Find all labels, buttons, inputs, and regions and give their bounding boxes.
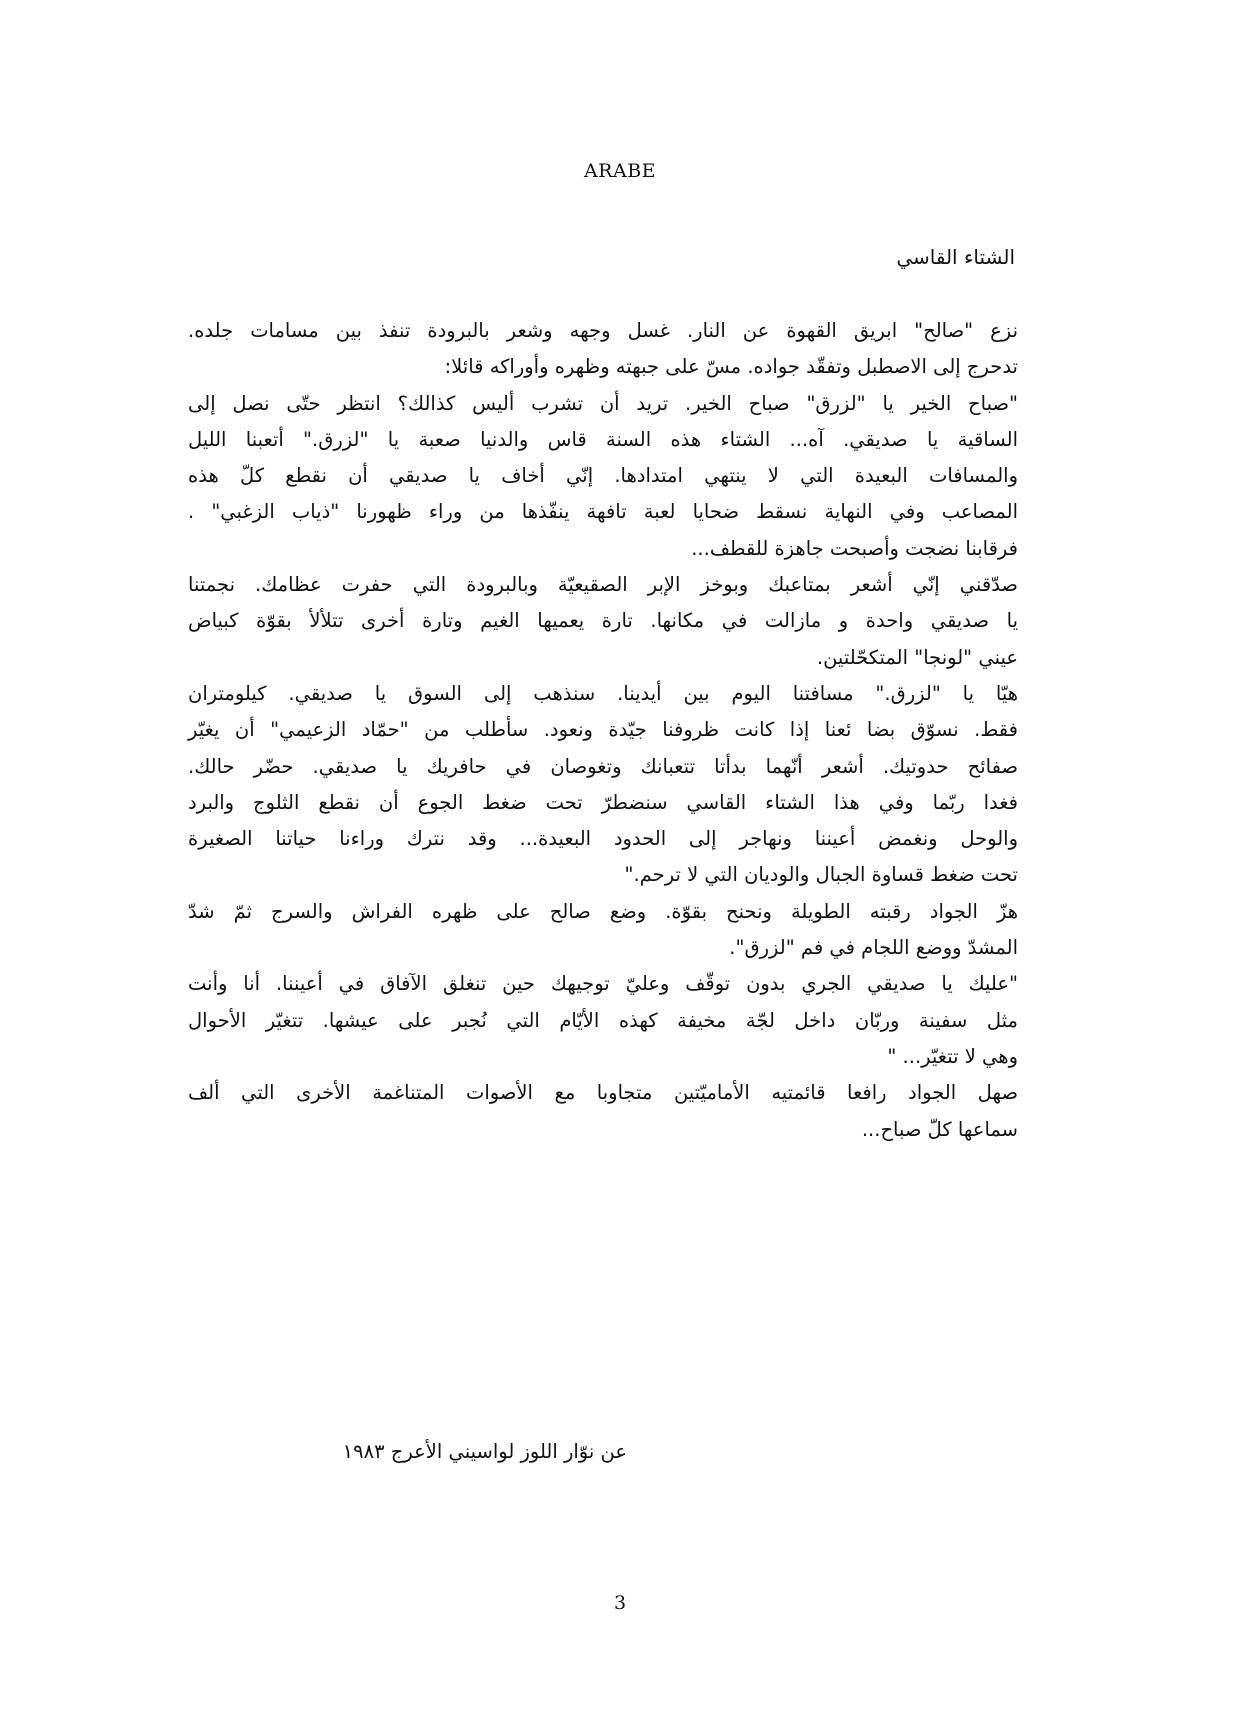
text-line: وهي لا تتغيّر... " — [887, 1044, 1018, 1068]
text-line: "صباح الخير يا "لزرق" صباح الخير. تريد أن تشرب أليس كذالك؟ انتظر حتّى نصل إلى — [188, 391, 1018, 415]
text-line: صهل الجواد رافعا قائمتيه الأماميّتين متجاوبا مع الأصوات المتناغمة الأخرى التي ألف — [188, 1081, 1018, 1105]
text-line: فرقابنا نضجت وأصبحت جاهزة للقطف... — [691, 536, 1018, 560]
text-line: والوحل ونغمض أعيننا ونهاجر إلى الحدود البعيدة... وقد نترك وراءنا حياتنا الصغيرة — [188, 827, 1018, 851]
story-body — [188, 313, 1018, 1148]
story-title: الشتاء القاسي — [896, 245, 1015, 269]
text-line: صفائح حدوتيك. أشعر أنّهما بدأتا تتعبانك وتغوصان في حافريك يا صديقي. حضّر حالك. — [188, 754, 1018, 778]
text-line: يا صديقي واحدة و مازالت في مكانها. تارة يعميها الغيم وتارة أخرى تتلألأ بقوّة كبياض — [188, 609, 1018, 633]
running-header: ARABE — [583, 160, 657, 182]
text-line: تدحرج إلى الاصطبل وتفقّد جواده. مسّ على جبهته وظهره وأوراكه قائلا: — [444, 355, 1018, 379]
text-line: هزّ الجواد رقبته الطويلة ونحنح بقوّة. وضع صالح على ظهره الفراش والسرج ثمّ شدّ — [188, 899, 1018, 923]
text-line: سماعها كلّ صباح... — [861, 1117, 1018, 1141]
page-number: 3 — [613, 1592, 627, 1614]
text-line: والمسافات البعيدة التي لا ينتهي امتدادها. إنّي أخاف يا صديقي أن نقطع كلّ هذه — [188, 464, 1018, 488]
text-line: "عليك يا صديقي الجري بدون توقّف وعليّ توجيهك حين تنغلق الآفاق في أعيننا. أنا وأنت — [188, 972, 1018, 996]
source-citation: عن نوّار اللوز لواسيني الأعرج ١٩٨٣ — [342, 1440, 627, 1463]
text-line: صدّقني إنّي أشعر بمتاعبك وبوخز الإبر الصقيعيّة وبالبرودة التي حفرت عظامك. نجمتنا — [188, 573, 1018, 597]
text-line: مثل سفينة وربّان داخل لجّة مخيفة كهذه الأيّام التي نُجبر على عيشها. تتغيّر الأحوال — [188, 1008, 1018, 1032]
text-line: هيّا يا "لزرق." مسافتنا اليوم بين أيدينا. سنذهب إلى السوق يا صديقي. كيلومتران — [188, 681, 1018, 705]
text-line: عيني "لونجا" المتكحّلتين. — [816, 645, 1018, 669]
text-line: المصاعب وفي النهاية نسقط ضحايا لعبة تافهة ينفّذها من وراء ظهورنا "ذياب الزغبي" . — [188, 500, 1018, 524]
text-line: تحت ضغط قساوة الجبال والوديان التي لا ترحم." — [624, 863, 1018, 887]
text-line: الساقية يا صديقي. آه... الشتاء هذه السنة قاس والدنيا صعبة يا "لزرق." أتعبنا الليل — [188, 427, 1018, 451]
text-line: فقط. نسوّق بضا ئعنا إذا كانت ظروفنا جيّدة ونعود. سأطلب من "حمّاد الزعيمي" أن يغيّر — [188, 718, 1018, 742]
text-line: فغدا ربّما وفي هذا الشتاء القاسي سنضطرّ تحت ضغط الجوع أن نقطع الثلوج والبرد — [188, 790, 1018, 814]
text-line: نزع "صالح" ابريق القهوة عن النار. غسل وجهه وشعر بالبرودة تنفذ بين مسامات جلده. — [188, 319, 1018, 342]
text-line: المشدّ ووضع اللجام في فم "لزرق". — [729, 936, 1018, 960]
